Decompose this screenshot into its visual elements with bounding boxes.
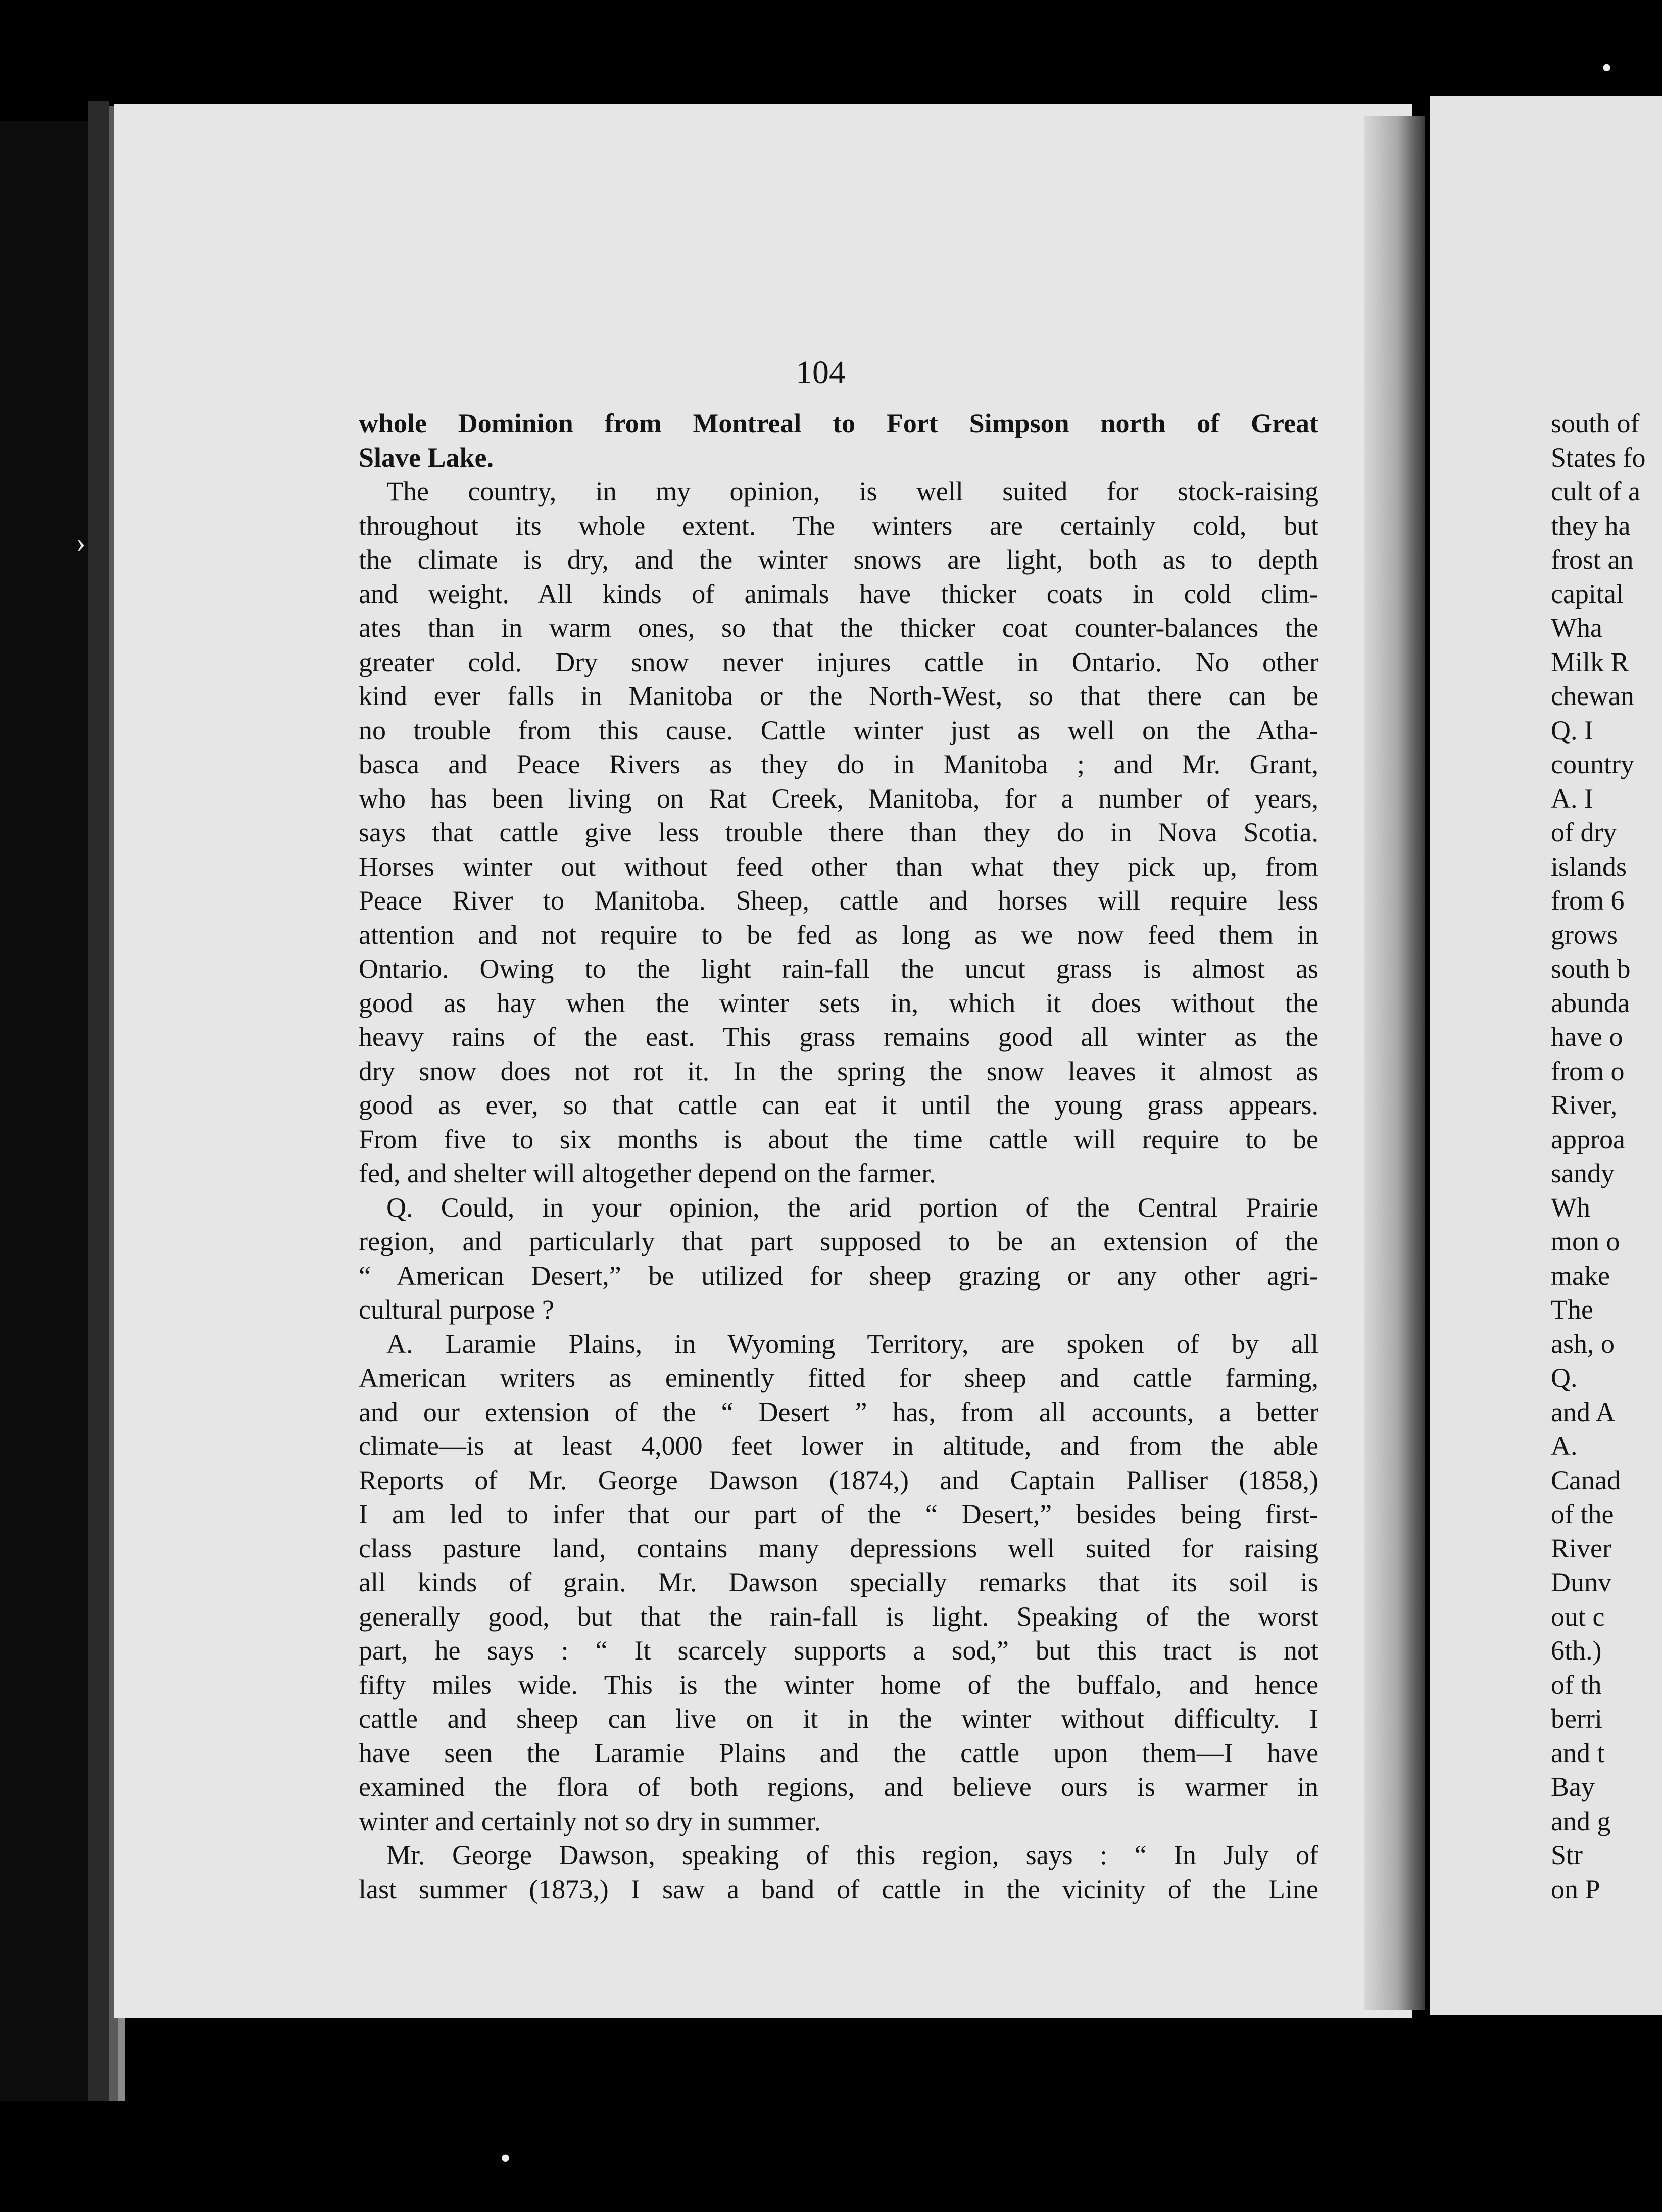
right-line: States fo [1551,442,1646,473]
right-line: south of [1551,408,1640,438]
text-line: good as ever, so that cattle can eat it until the young grass appears. [359,1090,1318,1120]
right-line: sandy [1551,1158,1615,1188]
book-gutter [1364,116,1425,2010]
right-line: Dunv [1551,1567,1611,1597]
right-line: on P [1551,1874,1600,1904]
text-line: From five to six months is about the time cattle will require to be [359,1124,1318,1154]
right-line: chewan [1551,681,1634,711]
text-line: greater cold. Dry snow never injures cattle in Ontario. No other [359,646,1318,677]
text-line: region, and particularly that part supposed to be an extension of the [359,1226,1318,1256]
binding-edge [0,121,88,2101]
text-line: fifty miles wide. This is the winter home of the buffalo, and hence [359,1669,1318,1700]
right-page-text [1551,407,1662,1906]
text-line: no trouble from this cause. Cattle winter just as well on the Atha- [359,715,1318,745]
right-line: Str [1551,1840,1583,1870]
scan-speck: › [76,526,86,559]
text-line: last summer (1873,) I saw a band of cattle in the vicinity of the Line [359,1874,1318,1904]
right-line: country [1551,749,1634,779]
right-line: The [1551,1294,1593,1325]
text-line: Q. Could, in your opinion, the arid portion of the Central Prairie [386,1192,1318,1223]
text-line: generally good, but that the rain-fall is light. Speaking of the worst [359,1601,1318,1632]
text-line: American writers as eminently fitted for sheep and cattle farming, [359,1363,1318,1393]
right-line: A. I [1551,783,1593,814]
right-line: River, [1551,1090,1618,1120]
right-line: have o [1551,1022,1623,1052]
text-line: Slave Lake. [359,442,494,473]
right-line: south b [1551,953,1631,984]
right-line: 6th.) [1551,1635,1602,1666]
text-line: class pasture land, contains many depressions well suited for raising [359,1533,1318,1564]
right-line: and g [1551,1805,1611,1836]
right-line: Bay [1551,1772,1595,1802]
right-line: out c [1551,1601,1605,1632]
right-line: ash, o [1551,1328,1615,1359]
right-line: Q. [1551,1363,1578,1393]
text-line: part, he says : “ It scarcely supports a sod,” but this tract is not [359,1635,1318,1666]
text-line: kind ever falls in Manitoba or the North-West, so that there can be [359,681,1318,711]
text-line: Mr. George Dawson, speaking of this region, says : “ In July of [386,1840,1318,1870]
right-line: Wh [1551,1192,1590,1223]
text-line: and weight. All kinds of animals have thicker coats in cold clim- [359,578,1318,609]
text-line: dry snow does not rot it. In the spring the snow leaves it almost as [359,1055,1318,1086]
right-line: from 6 [1551,885,1625,916]
right-line: River [1551,1533,1611,1564]
text-line: good as hay when the winter sets in, which it does without the [359,987,1318,1018]
text-line: Ontario. Owing to the light rain-fall the uncut grass is almost as [359,953,1318,984]
right-line: of th [1551,1669,1602,1700]
text-line: “ American Desert,” be utilized for sheep grazing or any other agri- [359,1260,1318,1291]
main-text-column [359,407,1318,1906]
text-line: I am led to infer that our part of the “ Desert,” besides being first- [359,1499,1318,1529]
right-line: of dry [1551,817,1617,847]
right-line: they ha [1551,510,1631,541]
right-line: make [1551,1260,1610,1291]
text-line: winter and certainly not so dry in summer. [359,1805,821,1836]
text-line: and our extension of the “ Desert ” has, from all accounts, a better [359,1396,1318,1427]
text-line: have seen the Laramie Plains and the cattle upon them—I have [359,1737,1318,1768]
right-line: Q. I [1551,715,1593,745]
text-line: fed, and shelter will altogether depend on the farmer. [359,1158,936,1188]
text-line: cultural purpose ? [359,1294,554,1325]
text-line: basca and Peace Rivers as they do in Manitoba ; and Mr. Grant, [359,749,1318,779]
right-line: mon o [1551,1226,1620,1256]
right-line: approa [1551,1124,1625,1154]
text-line: says that cattle give less trouble there than they do in Nova Scotia. [359,817,1318,847]
text-line: attention and not require to be fed as long as we now feed them in [359,919,1318,950]
right-line: and A [1551,1396,1616,1427]
text-line: climate—is at least 4,000 feet lower in altitude, and from the able [359,1431,1318,1461]
right-line: abunda [1551,987,1630,1018]
right-line: and t [1551,1737,1605,1768]
right-line: Wha [1551,613,1602,643]
text-line: heavy rains of the east. This grass remains good all winter as the [359,1022,1318,1052]
text-line: A. Laramie Plains, in Wyoming Territory, are spoken of by all [386,1328,1318,1359]
right-line: berri [1551,1703,1602,1734]
text-line: throughout its whole extent. The winters are certainly cold, but [359,510,1318,541]
page-number: 104 [796,354,846,391]
text-line: examined the flora of both regions, and believe ours is warmer in [359,1772,1318,1802]
page-stack-edge [88,101,109,2101]
text-line: Horses winter out without feed other than what they pick up, from [359,851,1318,882]
text-line: whole Dominion from Montreal to Fort Simpson north of Great [359,408,1318,438]
right-line: A. [1551,1431,1578,1461]
scan-speck: • [1601,51,1612,84]
right-line: cult of a [1551,476,1640,507]
right-line: from o [1551,1055,1625,1086]
text-line: cattle and sheep can live on it in the winter without difficulty. I [359,1703,1318,1734]
right-line: islands [1551,851,1627,882]
text-line: Peace River to Manitoba. Sheep, cattle and horses will require less [359,885,1318,916]
right-line: of the [1551,1499,1614,1529]
right-line: capital [1551,578,1624,609]
right-line: frost an [1551,544,1634,575]
scan-speck: • [500,2142,511,2175]
text-line: the climate is dry, and the winter snows are light, both as to depth [359,544,1318,575]
text-line: ates than in warm ones, so that the thicker coat counter-balances the [359,613,1318,643]
text-line: who has been living on Rat Creek, Manitoba, for a number of years, [359,783,1318,814]
right-line: Canad [1551,1465,1621,1495]
right-line: Milk R [1551,646,1629,677]
text-line: all kinds of grain. Mr. Dawson specially remarks that its soil is [359,1567,1318,1597]
text-line: The country, in my opinion, is well suited for stock-raising [386,476,1318,507]
text-line: Reports of Mr. George Dawson (1874,) and Captain Palliser (1858,) [359,1465,1318,1495]
right-line: grows [1551,919,1618,950]
